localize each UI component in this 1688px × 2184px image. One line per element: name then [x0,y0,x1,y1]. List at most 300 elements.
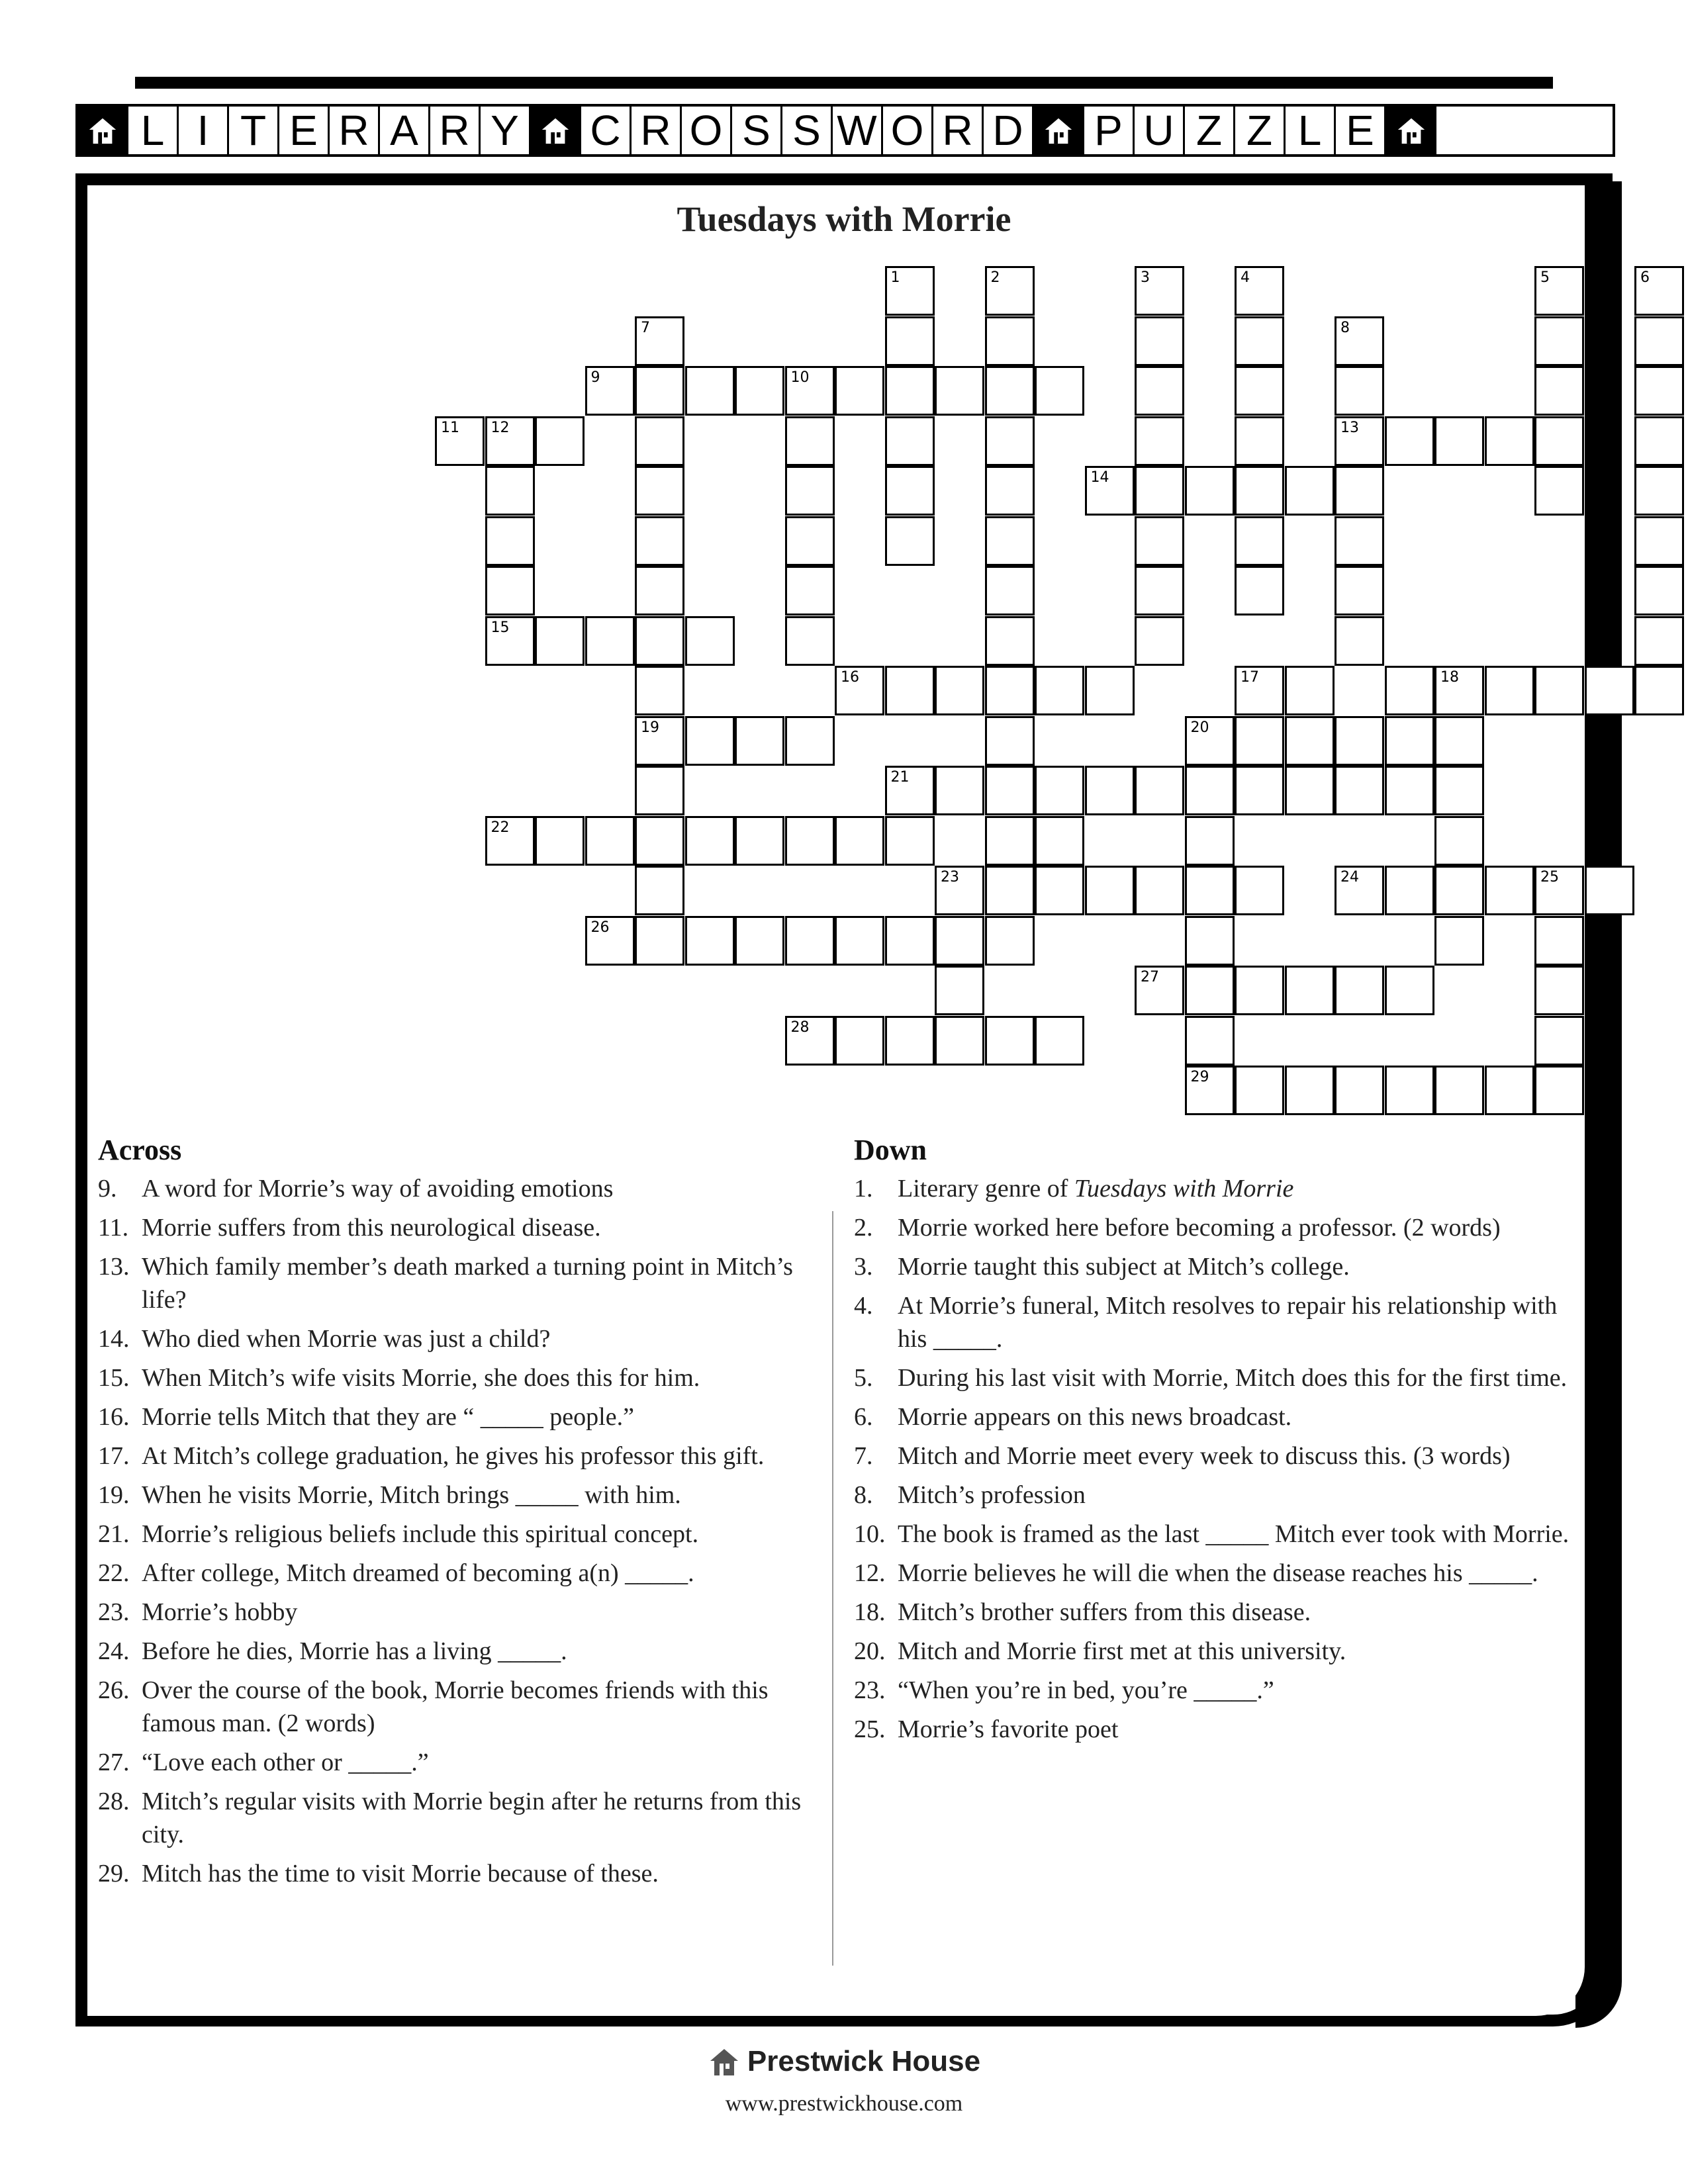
grid-cell[interactable] [1434,816,1484,866]
clue-text: Morrie’s religious beliefs include this spiritual concept. [142,1520,699,1548]
banner-house-icon [1034,107,1084,154]
grid-cell[interactable] [1285,466,1335,516]
grid-cell[interactable] [1335,416,1384,466]
grid-cell[interactable] [1534,416,1584,466]
grid-cell[interactable] [785,916,835,966]
grid-cell[interactable] [1385,966,1434,1015]
grid-cell[interactable] [885,916,935,966]
banner-letter: D [984,107,1034,154]
banner-letter: I [179,107,229,154]
grid-cell[interactable] [985,566,1035,615]
grid-cell[interactable] [1534,366,1584,416]
clue-text: After college, Mitch dreamed of becoming a(n) _____. [142,1559,694,1587]
grid-cell[interactable] [835,816,884,866]
grid-cell[interactable] [685,366,735,416]
clue-number: 2 [990,269,1000,286]
grid-cell[interactable] [1135,566,1184,615]
grid-cell[interactable] [485,816,535,866]
grid-cell[interactable] [1285,716,1335,766]
grid-cell[interactable] [1135,866,1184,915]
grid-cell[interactable] [785,716,835,766]
grid-cell[interactable] [585,916,635,966]
across-header: Across [98,1134,182,1166]
clue-number-label: 18. [854,1598,886,1626]
banner-letter: R [933,107,984,154]
grid-cell[interactable] [585,366,635,416]
grid-cell[interactable] [985,916,1035,966]
across-clue [98,1479,826,1512]
grid-cell[interactable] [1585,666,1634,715]
grid-cell[interactable] [785,466,835,516]
banner-letter: P [1084,107,1135,154]
banner-letter: A [380,107,430,154]
clue-text: Morrie believes he will die when the disease reaches his _____. [898,1559,1538,1587]
clue-number: 8 [1340,319,1350,336]
grid-cell[interactable] [1085,466,1135,516]
grid-cell[interactable] [1434,866,1484,915]
grid-cell[interactable] [435,416,485,466]
grid-cell[interactable] [935,1016,984,1066]
clue-number: 12 [491,419,510,436]
grid-cell[interactable] [1335,866,1384,915]
grid-cell[interactable] [785,616,835,666]
grid-cell[interactable] [1185,466,1235,516]
grid-cell[interactable] [835,916,884,966]
grid-cell[interactable] [735,816,784,866]
grid-cell[interactable] [1035,816,1084,866]
grid-cell[interactable] [1185,816,1235,866]
grid-cell[interactable] [985,716,1035,766]
down-clue [854,1713,1582,1746]
grid-cell[interactable] [1235,566,1284,615]
grid-cell[interactable] [735,916,784,966]
grid-cell[interactable] [1135,366,1184,416]
grid-cell[interactable] [685,716,735,766]
grid-cell[interactable] [1434,1066,1484,1115]
banner-letter: C [581,107,632,154]
grid-cell[interactable] [1634,566,1684,615]
clue-number: 26 [590,919,610,936]
clue-text: At Morrie’s funeral, Mitch resolves to repair his relationship with his _____. [898,1292,1558,1353]
banner-house-icon [531,107,581,154]
clue-text: When Mitch’s wife visits Morrie, she does this for him. [142,1364,700,1392]
clue-text: When he visits Morrie, Mitch brings _____ with him. [142,1481,681,1509]
grid-cell[interactable] [485,516,535,566]
puzzle-title: Tuesdays with Morrie [677,199,1011,239]
literary-crossword-puzzle-banner [75,104,1615,157]
publisher-logo [0,2045,1688,2078]
grid-cell[interactable] [1385,866,1434,915]
banner-letter: W [833,107,883,154]
grid-cell[interactable] [1235,366,1284,416]
down-clue [854,1211,1582,1244]
clue-number-label: 28. [98,1788,130,1815]
grid-cell[interactable] [485,616,535,666]
grid-cell[interactable] [985,416,1035,466]
grid-cell[interactable] [1534,1066,1584,1115]
grid-cell[interactable] [1185,716,1235,766]
grid-cell[interactable] [1035,766,1084,815]
clue-number: 18 [1440,669,1459,686]
banner-house-icon [1386,107,1436,154]
down-clue [854,1289,1582,1355]
across-clue [98,1361,826,1394]
grid-cell[interactable] [535,816,585,866]
grid-cell[interactable] [535,616,585,666]
grid-cell[interactable] [1185,866,1235,915]
grid-cell[interactable] [785,366,835,416]
grid-cell[interactable] [1634,516,1684,566]
grid-cell[interactable] [985,866,1035,915]
grid-cell[interactable] [1035,366,1084,416]
clue-number-label: 3. [854,1253,873,1281]
grid-cell[interactable] [1235,466,1284,516]
grid-cell[interactable] [1534,1016,1584,1066]
grid-cell[interactable] [785,816,835,866]
grid-cell[interactable] [1235,716,1284,766]
grid-cell[interactable] [935,866,984,915]
clue-number-label: 12. [854,1559,886,1587]
clue-number-label: 14. [98,1325,130,1353]
banner-letter: T [229,107,279,154]
grid-cell[interactable] [635,566,684,615]
grid-cell[interactable] [985,466,1035,516]
grid-cell[interactable] [885,816,935,866]
house-logo-icon [708,2045,741,2078]
grid-cell[interactable] [1335,766,1384,815]
down-clue [854,1557,1582,1590]
clue-number: 20 [1190,719,1209,736]
clue-number-label: 23. [854,1676,886,1704]
grid-cell[interactable] [1335,616,1384,666]
across-clue [98,1635,826,1668]
banner-letter: Z [1185,107,1235,154]
grid-cell[interactable] [785,416,835,466]
grid-cell[interactable] [1135,416,1184,466]
clue-number: 4 [1241,269,1250,286]
clue-number: 14 [1090,469,1109,486]
grid-cell[interactable] [485,416,535,466]
grid-cell[interactable] [485,466,535,516]
across-clue [98,1439,826,1473]
grid-cell[interactable] [985,816,1035,866]
grid-cell[interactable] [1335,966,1384,1015]
clue-number: 15 [491,619,510,636]
clue-text: Mitch and Morrie first met at this university. [898,1637,1346,1665]
grid-cell[interactable] [1235,316,1284,366]
grid-cell[interactable] [785,1016,835,1066]
grid-cell[interactable] [985,266,1035,316]
grid-cell[interactable] [1335,316,1384,366]
grid-cell[interactable] [785,566,835,615]
grid-cell[interactable] [735,366,784,416]
down-clue [854,1674,1582,1707]
grid-cell[interactable] [1185,916,1235,966]
grid-cell[interactable] [1335,1066,1384,1115]
grid-cell[interactable] [635,916,684,966]
grid-cell[interactable] [1534,966,1584,1015]
banner-letter: O [883,107,933,154]
grid-cell[interactable] [885,516,935,566]
grid-cell[interactable] [635,716,684,766]
grid-cell[interactable] [1035,1016,1084,1066]
clue-number-label: 25. [854,1715,886,1743]
clue-number-label: 5. [854,1364,873,1392]
clue-number: 7 [641,319,650,336]
grid-cell[interactable] [1235,966,1284,1015]
grid-cell[interactable] [1285,666,1335,715]
publisher-url: www.prestwickhouse.com [725,2091,963,2116]
grid-cell[interactable] [1285,766,1335,815]
clue-number-label: 8. [854,1481,873,1509]
clue-text: A word for Morrie’s way of avoiding emotions [142,1175,614,1203]
grid-cell[interactable] [1434,766,1484,815]
banner-letter: R [632,107,682,154]
grid-cell[interactable] [935,666,984,715]
grid-cell[interactable] [1185,966,1235,1015]
across-clue [98,1746,826,1779]
grid-cell[interactable] [1235,766,1284,815]
clue-text: Morrie tells Mitch that they are “ _____ people.” [142,1403,634,1431]
grid-cell[interactable] [1035,666,1084,715]
grid-cell[interactable] [1534,316,1584,366]
grid-cell[interactable] [635,616,684,666]
grid-cell[interactable] [1085,866,1135,915]
down-clue [854,1400,1582,1433]
clue-number: 27 [1141,969,1159,985]
grid-cell[interactable] [1135,316,1184,366]
grid-cell[interactable] [1335,516,1384,566]
grid-cell[interactable] [1035,866,1084,915]
grid-cell[interactable] [985,666,1035,715]
publisher-name: Prestwick House [747,2045,981,2077]
clue-text: Morrie suffers from this neurological disease. [142,1214,601,1242]
clue-number-label: 6. [854,1403,873,1431]
grid-cell[interactable] [935,366,984,416]
grid-cell[interactable] [635,666,684,715]
grid-cell[interactable] [1534,466,1584,516]
clue-number: 9 [590,369,600,386]
grid-cell[interactable] [1285,1066,1335,1115]
down-clue [854,1518,1582,1551]
grid-cell[interactable] [885,266,935,316]
grid-cell[interactable] [1185,766,1235,815]
grid-cell[interactable] [1235,866,1284,915]
clue-text: During his last visit with Morrie, Mitch does this for the first time. [898,1364,1568,1392]
clue-number: 3 [1141,269,1150,286]
grid-cell[interactable] [1285,966,1335,1015]
clue-text: Morrie’s hobby [142,1598,298,1626]
grid-cell[interactable] [1485,1066,1534,1115]
clue-number: 10 [790,369,810,386]
grid-cell[interactable] [985,616,1035,666]
grid-cell[interactable] [885,1016,935,1066]
grid-cell[interactable] [1235,516,1284,566]
banner-house-icon [78,107,128,154]
grid-cell[interactable] [1135,766,1184,815]
grid-cell[interactable] [635,866,684,915]
grid-cell[interactable] [1135,966,1184,1015]
grid-cell[interactable] [1385,1066,1434,1115]
clue-text: Mitch’s regular visits with Morrie begin after he returns from this city. [142,1788,802,1848]
grid-cell[interactable] [1335,566,1384,615]
grid-cell[interactable] [1634,266,1684,316]
grid-cell[interactable] [835,666,884,715]
grid-cell[interactable] [1634,316,1684,366]
clue-text: Mitch’s profession [898,1481,1086,1509]
grid-cell[interactable] [1085,766,1135,815]
clue-text: Over the course of the book, Morrie becomes friends with this famous man. (2 words) [142,1676,769,1737]
down-clue [854,1596,1582,1629]
grid-cell[interactable] [685,916,735,966]
clue-number-label: 1. [854,1175,873,1203]
grid-cell[interactable] [685,816,735,866]
grid-cell[interactable] [635,766,684,815]
grid-cell[interactable] [985,766,1035,815]
across-clue [98,1250,826,1316]
grid-cell[interactable] [1634,416,1684,466]
grid-cell[interactable] [1335,366,1384,416]
across-clue [98,1211,826,1244]
clue-number-label: 29. [98,1860,130,1888]
clue-number-label: 16. [98,1403,130,1431]
grid-cell[interactable] [635,516,684,566]
grid-cell[interactable] [685,616,735,666]
grid-cell[interactable] [1485,666,1534,715]
grid-cell[interactable] [1385,666,1434,715]
down-clue [854,1635,1582,1668]
clue-number-label: 23. [98,1598,130,1626]
grid-cell[interactable] [1185,1016,1235,1066]
clue-number-label: 17. [98,1442,130,1470]
down-clue [854,1250,1582,1283]
grid-cell[interactable] [1434,716,1484,766]
grid-cell[interactable] [1634,616,1684,666]
top-rule [135,77,1553,89]
grid-cell[interactable] [835,366,884,416]
clue-number: 25 [1540,869,1559,886]
grid-cell[interactable] [1135,466,1184,516]
grid-cell[interactable] [635,816,684,866]
grid-cell[interactable] [1485,416,1534,466]
grid-cell[interactable] [885,766,935,815]
grid-cell[interactable] [885,466,935,516]
down-clues [854,1133,1582,1752]
grid-cell[interactable] [1135,516,1184,566]
grid-cell[interactable] [1135,616,1184,666]
across-clue [98,1785,826,1851]
grid-cell[interactable] [1185,1066,1235,1115]
banner-letter: E [1336,107,1386,154]
clue-text: Mitch and Morrie meet every week to discuss this. (3 words) [898,1442,1511,1470]
grid-cell[interactable] [635,366,684,416]
grid-cell[interactable] [1235,266,1284,316]
grid-cell[interactable] [585,616,635,666]
grid-cell[interactable] [1385,716,1434,766]
grid-cell[interactable] [635,316,684,366]
clue-number-label: 7. [854,1442,873,1470]
clue-number: 16 [841,669,859,686]
grid-cell[interactable] [1585,866,1634,915]
grid-cell[interactable] [1534,866,1584,915]
across-clue [98,1322,826,1355]
grid-cell[interactable] [485,566,535,615]
grid-cell[interactable] [885,366,935,416]
clue-text: “Love each other or _____.” [142,1749,429,1776]
grid-cell[interactable] [1385,766,1434,815]
grid-cell[interactable] [985,366,1035,416]
grid-cell[interactable] [1385,416,1434,466]
clue-number-label: 19. [98,1481,130,1509]
grid-cell[interactable] [1434,916,1484,966]
clue-divider [832,1211,833,1966]
across-clue [98,1172,826,1205]
grid-cell[interactable] [1235,666,1284,715]
grid-cell[interactable] [935,916,984,966]
clue-text: Who died when Morrie was just a child? [142,1325,551,1353]
grid-cell[interactable] [635,466,684,516]
grid-cell[interactable] [1534,666,1584,715]
banner-letter: R [330,107,380,154]
grid-cell[interactable] [1235,416,1284,466]
across-clue [98,1674,826,1740]
grid-cell[interactable] [1534,266,1584,316]
grid-cell[interactable] [635,416,684,466]
clue-text: Literary genre of Tuesdays with Morrie [898,1175,1294,1203]
grid-cell[interactable] [885,316,935,366]
clue-text: The book is framed as the last _____ Mitch ever took with Morrie. [898,1520,1570,1548]
grid-cell[interactable] [735,716,784,766]
grid-cell[interactable] [985,1016,1035,1066]
grid-cell[interactable] [1335,716,1384,766]
clue-number-label: 13. [98,1253,130,1281]
clue-number-label: 9. [98,1175,117,1203]
grid-cell[interactable] [1485,866,1534,915]
grid-cell[interactable] [1434,416,1484,466]
clue-text: Mitch has the time to visit Morrie because of these. [142,1860,659,1888]
clue-number-label: 27. [98,1749,130,1776]
grid-cell[interactable] [1634,466,1684,516]
grid-cell[interactable] [1335,466,1384,516]
clue-text: Which family member’s death marked a turning point in Mitch’s life? [142,1253,793,1314]
down-header: Down [854,1134,927,1166]
grid-cell[interactable] [1235,1066,1284,1115]
across-clue [98,1857,826,1890]
clue-number: 11 [441,419,459,436]
grid-cell[interactable] [1634,366,1684,416]
clue-number-label: 22. [98,1559,130,1587]
grid-cell[interactable] [935,966,984,1015]
grid-cell[interactable] [585,816,635,866]
grid-cell[interactable] [885,666,935,715]
clue-number-label: 24. [98,1637,130,1665]
grid-cell[interactable] [1634,666,1684,715]
banner-letter: S [782,107,833,154]
down-clue [854,1172,1582,1205]
grid-cell[interactable] [985,516,1035,566]
grid-cell[interactable] [835,1016,884,1066]
grid-cell[interactable] [985,316,1035,366]
grid-cell[interactable] [1534,916,1584,966]
grid-cell[interactable] [1085,666,1135,715]
grid-cell[interactable] [535,416,585,466]
grid-cell[interactable] [885,416,935,466]
grid-cell[interactable] [935,766,984,815]
grid-cell[interactable] [785,516,835,566]
clue-number-label: 2. [854,1214,873,1242]
grid-cell[interactable] [1135,266,1184,316]
grid-cell[interactable] [1434,666,1484,715]
